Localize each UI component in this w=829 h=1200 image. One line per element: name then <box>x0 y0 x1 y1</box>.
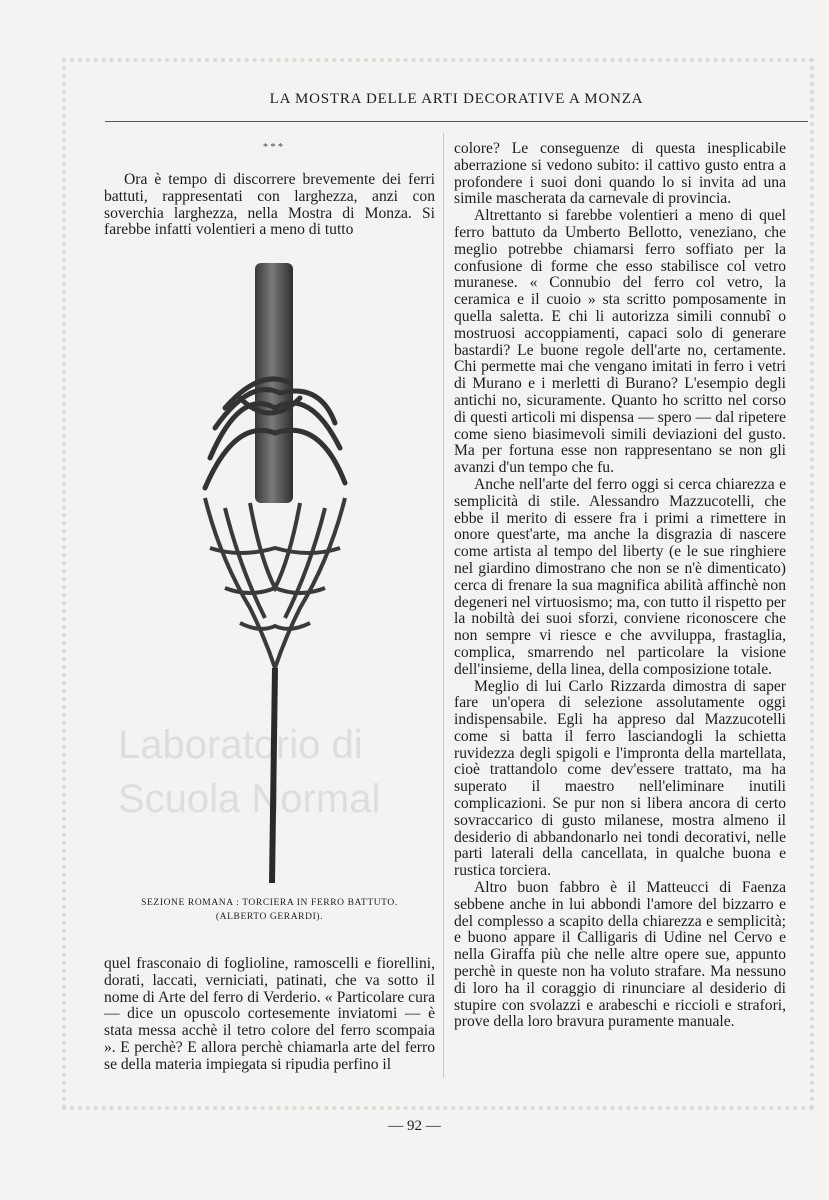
paragraph: colore? Le conseguenze di questa inesplicabile aberrazione si vedono subito: il cattivo gusto entra a profondere i suoi doni quando lo si invita ad una simile mascherata da carnevale di provincia. <box>454 140 786 208</box>
paragraph: quel frasconaio di foglioline, ramoscelli e fiorellini, dorati, laccati, verniciati, patinati, che va sotto il nome di Arte del ferro di Verderio. « Particolare cura — dice un opuscolo cortesemente inviatomi — è stata messa acchè il tetro colore del ferro scompaia ». E perchè? E allora perchè chiamarla arte del ferro se della materia impiegata si ripudia perfino il <box>104 955 435 1073</box>
page-number: — 92 — <box>388 1118 441 1134</box>
paragraph: Meglio di lui Carlo Rizzarda dimostra di saper fare un'opera di selezione assolutamente oggi indispensabile. Egli ha appreso dal Mazzucotelli come si batta il ferro lasciandogli la schietta ruvidezza degli spigoli e l'impronta della martellata, cioè trattandolo come dev'essere trattato, ma ha superato il maestro nell'eliminare inutili complicazioni. Se pur non si libera ancora di certo sovraccarico di gusto milanese, mostra almeno il desiderio di abbandonarlo nei tondi decorativi, nelle parti laterali della cancellata, in qualche buona e rustica torciera. <box>454 677 786 880</box>
section-asterism <box>258 143 288 152</box>
watermark-line-1: Laboratorio di <box>118 723 363 767</box>
left-column-top <box>104 172 435 239</box>
running-header: LA MOSTRA DELLE ARTI DECORATIVE A MONZA <box>269 91 644 107</box>
asterism-text: * * * <box>263 142 283 153</box>
caption-author: (ALBERTO GERARDI). <box>215 912 324 922</box>
torch-illustration <box>180 258 370 888</box>
column-divider <box>443 133 444 1078</box>
paragraph: Anche nell'arte del ferro oggi si cerca chiarezza e semplicità di stile. Alessandro Mazzucotelli, che ebbe il merito di essere fra i primi a rimettere in onore quest'arte, ma anche la disgrazia di nascere come artista al tempo del liberty (e le sue ringhiere nel giardino dimostrano che non se n'è dimenticato) cerca di frenare la sua magnifica abilità affinchè non degeneri nel virtuosismo; ma, con tutto il rispetto per la nobiltà dei suoi sforzi, conviene riconoscere che non sempre vi riesce e che avviluppa, frastaglia, complica, smarrendo nel particolare la visione dell'insieme, della linea, della composizione totale. <box>454 475 786 678</box>
right-column <box>454 141 786 1031</box>
watermark-line-2: Scuola Normal <box>118 777 381 821</box>
iron-lattice <box>205 498 345 668</box>
header-rule <box>105 121 808 122</box>
caption-title: SEZIONE ROMANA : TORCIERA IN FERRO BATTUTO. <box>141 898 398 908</box>
left-column-bottom <box>104 956 435 1074</box>
torch-stem <box>272 668 275 883</box>
figure-caption <box>104 896 435 924</box>
paragraph: Altro buon fabbro è il Matteucci di Faenza sebbene anche in lui abbondi l'amore del bizzarro e del complesso a scapito della chiarezza e semplicità; e buono appare il Calligaris di Udine nel Cervo e nella Giraffa più che nelle altre opere sue, appunto perchè in queste non ha voluto strafare. Ma nessuno di loro ha il coraggio di rinunciare al desiderio di stupire con svolazzi e arabeschi e riccioli e strafori, prove della loro bravura puramente manuale. <box>454 879 786 1031</box>
paragraph: Ora è tempo di discorrere brevemente dei ferri battuti, rappresentati con larghezza, anzi con soverchia larghezza, nella Mostra di Monza. Si farebbe infatti volentieri a meno di tutto <box>104 171 435 239</box>
paragraph: Altrettanto si farebbe volentieri a meno di quel ferro battuto da Umberto Bellotto, veneziano, che meglio potrebbe chiamarsi ferro soffiato per la confusione di forme che esso stabilisce col vetro muranese. « Connubio del ferro col vetro, la ceramica e il cuoio » sta scritto pomposamente in quella saletta. E chi li autorizza simili connubî o mostruosi accoppiamenti, capaci solo di generare bastardi? Le buone regole dell'arte no, certamente. Chi permette mai che vengano imitati in ferro i vetri di Murano e i merletti di Burano? L'esempio degli antichi no, sicuramente. Quanto ho scritto nel corso di questi articoli mi dispensa — spero — dal ripetere come sieno biasimevoli simili deviazioni del gusto. Ma per fortuna esse non rappresentano se non gli avanzi d'un tempo che fu. <box>454 207 786 477</box>
